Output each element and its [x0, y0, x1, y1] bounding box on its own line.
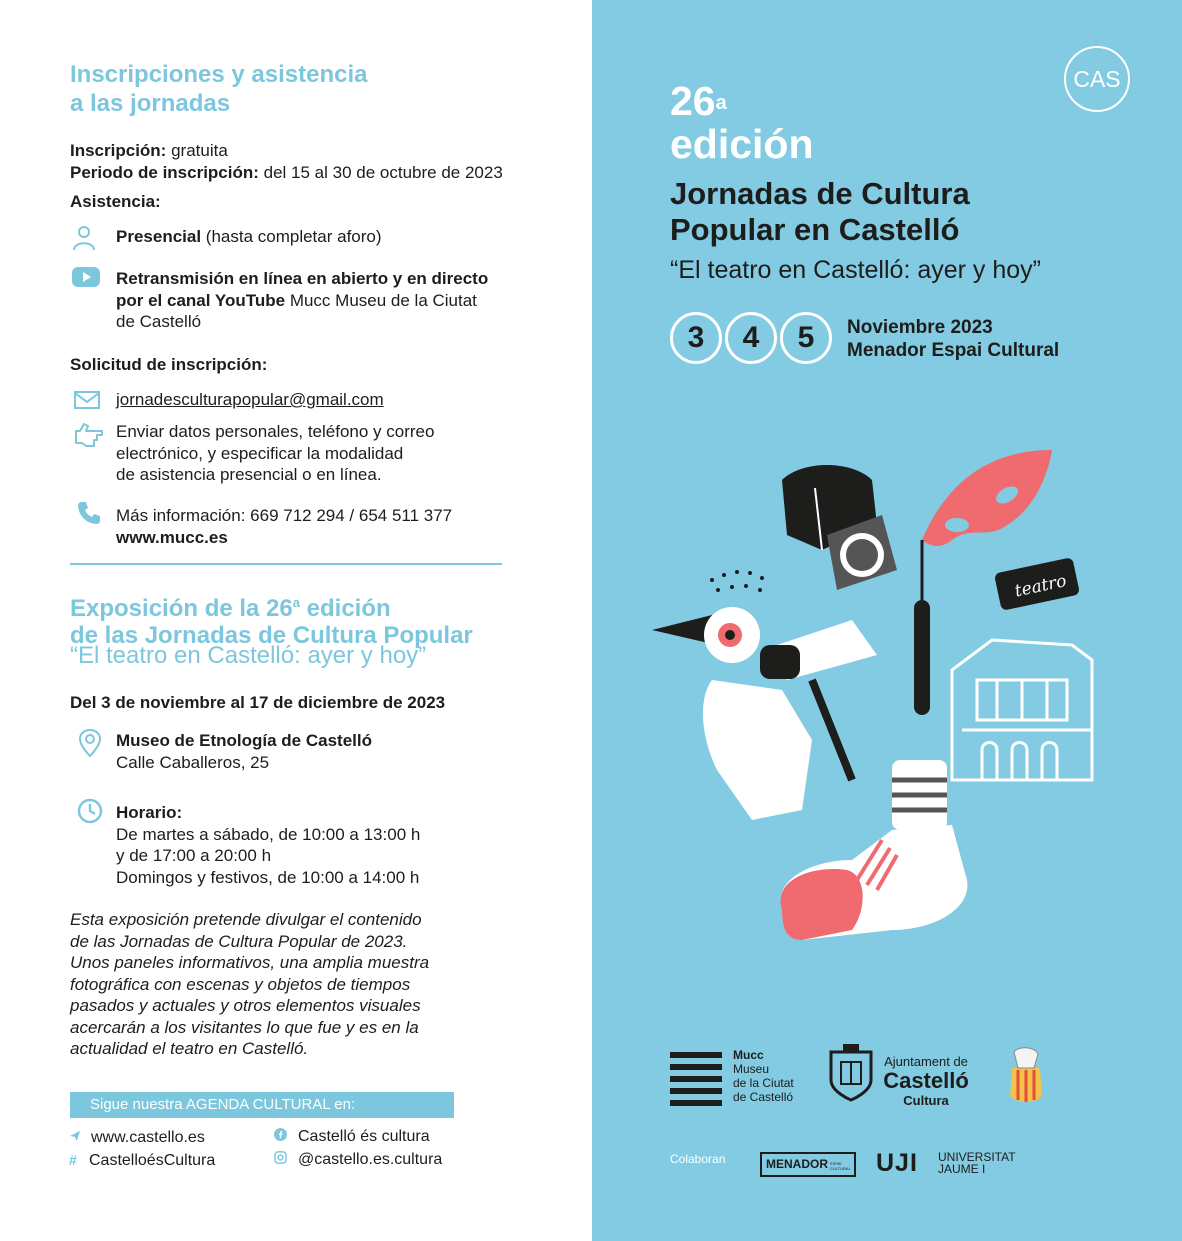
description-line-3: Unos paneles informativos, una amplia muestra	[70, 953, 430, 972]
event-date-venue	[847, 316, 1059, 362]
cover-panel	[592, 0, 1182, 1241]
theatre-building	[952, 640, 1092, 780]
registration-fee-label: Inscripción:	[70, 141, 167, 160]
event-title-line-2: Popular en Castelló	[670, 212, 960, 247]
social-instagram[interactable]	[274, 1150, 442, 1170]
exhibition-dates: Del 3 de noviembre al 17 de diciembre de 2023	[70, 693, 446, 712]
coat-of-arms-icon	[825, 1044, 877, 1104]
puppet-bird-icon	[652, 570, 877, 820]
registration-heading-line-2: a las jornadas	[70, 90, 231, 117]
edition-number-sup: a	[715, 92, 727, 114]
museum-location	[116, 730, 372, 773]
description-line-5: pasados y actuales y otros elementos visuales	[70, 996, 421, 1015]
social-hashtag-label: CastelloésCultura	[89, 1152, 216, 1169]
day-circle-3: 3	[670, 312, 722, 364]
edition-number	[670, 80, 727, 122]
opening-hours-line-1: De martes a sábado, de 10:00 a 13:00 h	[116, 824, 421, 844]
description-line-6: acercarán a los visitantes lo que fue y es en la	[70, 1017, 419, 1037]
event-subtitle: “El teatro en Castelló: ayer y hoy”	[670, 256, 1041, 284]
exhibition-heading-sup: a	[292, 595, 300, 610]
agenda-banner: Sigue nuestra AGENDA CULTURAL en:	[70, 1092, 454, 1118]
more-info	[116, 505, 452, 548]
registration-period-label: Periodo de inscripción:	[70, 163, 259, 182]
exhibition-heading-line-2: de las Jornadas de Cultura Popular	[70, 622, 473, 649]
exhibition-heading	[70, 589, 473, 649]
email-icon	[73, 390, 101, 410]
ajuntament-line-3: Cultura	[903, 1093, 949, 1108]
opening-hours-line-2: y de 17:00 a 20:00 h	[116, 846, 272, 865]
social-web[interactable]	[69, 1127, 205, 1148]
exhibition-description	[70, 909, 429, 1060]
streaming-info	[116, 268, 488, 333]
request-instructions	[116, 421, 434, 486]
social-web-label: www.castello.es	[91, 1129, 205, 1146]
edition-number-value: 26	[670, 78, 716, 124]
exhibition-quote: “El teatro en Castelló: ayer y hoy”	[70, 642, 427, 669]
request-instructions-line-3: de asistencia presencial o en línea.	[116, 465, 382, 484]
menador-logo-text: MENADOR	[766, 1157, 828, 1171]
streaming-line-3: de Castelló	[116, 312, 202, 331]
request-label: Solicitud de inscripción:	[70, 355, 268, 374]
uji-logo-line-2: JAUME I	[938, 1162, 986, 1176]
uji-logo-line-1: UNIVERSITAT	[938, 1150, 1016, 1164]
registration-period-value: del 15 al 30 de octubre de 2023	[258, 163, 503, 182]
exhibition-heading-line-1b: edición	[299, 595, 391, 622]
exhibition-heading-line-1a: Exposición de la 26	[70, 595, 293, 622]
attendance-label: Asistencia:	[70, 192, 161, 211]
registration-heading-line-1: Inscripciones y asistencia	[70, 61, 368, 88]
registration-fee	[70, 140, 228, 162]
description-line-4: fotográfica con escenas y objetos de tiempos	[70, 974, 411, 994]
social-facebook[interactable]	[274, 1127, 430, 1147]
day-circle-4: 4	[725, 312, 777, 364]
phone-icon	[76, 500, 102, 526]
edition-word: edición	[670, 121, 814, 167]
clown-shoe-icon	[780, 760, 967, 940]
mucc-logo-line-1: Mucc	[733, 1048, 764, 1062]
clock-icon	[77, 798, 103, 824]
more-info-phones: Más información: 669 712 294 / 654 511 377	[116, 506, 453, 525]
request-instructions-line-2: electrónico, y especificar la modalidad	[116, 443, 404, 463]
send-icon	[69, 1127, 91, 1147]
mucc-logo-line-3: de la Ciutat	[733, 1076, 794, 1090]
registration-fee-value: gratuita	[166, 141, 228, 160]
event-month-year: Noviembre 2023	[847, 317, 993, 338]
description-line-2: de las Jornadas de Cultura Popular de 2023.	[70, 931, 408, 951]
location-pin-icon	[77, 728, 103, 758]
event-venue: Menador Espai Cultural	[847, 340, 1060, 361]
menador-logo	[760, 1152, 856, 1177]
social-instagram-label: @castello.es.cultura	[298, 1151, 443, 1168]
instagram-icon	[274, 1150, 298, 1170]
ticket-icon	[994, 557, 1080, 611]
mucc-website-link[interactable]: www.mucc.es	[116, 527, 228, 547]
facebook-icon	[274, 1127, 298, 1147]
registration-heading	[70, 60, 367, 118]
description-line-7: actualidad el teatro en Castelló.	[70, 1039, 309, 1058]
museum-name: Museo de Etnología de Castelló	[116, 731, 372, 750]
social-hashtag[interactable]	[69, 1150, 215, 1171]
in-person-note: (hasta completar aforo)	[201, 227, 382, 246]
museum-address: Calle Caballeros, 25	[116, 752, 270, 772]
streaming-channel-label: por el canal YouTube	[116, 290, 286, 310]
mucc-logo-mark	[670, 1052, 722, 1106]
registration-period	[70, 162, 503, 184]
uji-logo-mark: UJI	[876, 1149, 918, 1177]
spotlight-icon	[782, 465, 897, 590]
email-link[interactable]: jornadesculturapopular@gmail.com	[116, 390, 384, 409]
youtube-icon	[72, 266, 100, 288]
request-instructions-line-1: Enviar datos personales, teléfono y correo	[116, 422, 435, 441]
heraldic-emblem-icon	[1004, 1046, 1048, 1108]
day-circle-5: 5	[780, 312, 832, 364]
mucc-logo-line-2: Museu	[733, 1062, 770, 1076]
event-title	[670, 176, 970, 248]
svg-text:teatro: teatro	[1013, 571, 1069, 602]
opening-hours	[116, 802, 420, 888]
streaming-channel-name: Mucc Museu de la Ciutat	[285, 290, 477, 310]
language-badge[interactable]: CAS	[1064, 46, 1130, 112]
in-person-label: Presencial	[116, 227, 202, 246]
collaborators-label: Colaboran	[670, 1152, 726, 1166]
hashtag-icon: #	[69, 1152, 77, 1168]
ajuntament-line-1: Ajuntament de	[884, 1054, 968, 1069]
person-icon	[70, 224, 98, 252]
opening-hours-line-3: Domingos y festivos, de 10:00 a 14:00 h	[116, 867, 420, 887]
opening-hours-label: Horario:	[116, 803, 183, 822]
menador-logo-subtext: ESPAI CULTURAL	[830, 1161, 851, 1171]
section-divider	[70, 563, 502, 565]
theatre-illustration	[652, 440, 1112, 960]
ajuntament-line-2: Castelló	[883, 1068, 969, 1093]
in-person-option	[116, 226, 382, 248]
streaming-line-1: Retransmisión en línea en abierto y en directo	[116, 269, 489, 288]
mucc-logo-line-4: de Castelló	[733, 1090, 794, 1104]
pointing-hand-icon	[74, 421, 104, 447]
event-title-line-1: Jornadas de Cultura	[670, 176, 970, 211]
description-line-1: Esta exposición pretende divulgar el contenido	[70, 910, 422, 929]
social-facebook-label: Castelló és cultura	[298, 1128, 430, 1145]
